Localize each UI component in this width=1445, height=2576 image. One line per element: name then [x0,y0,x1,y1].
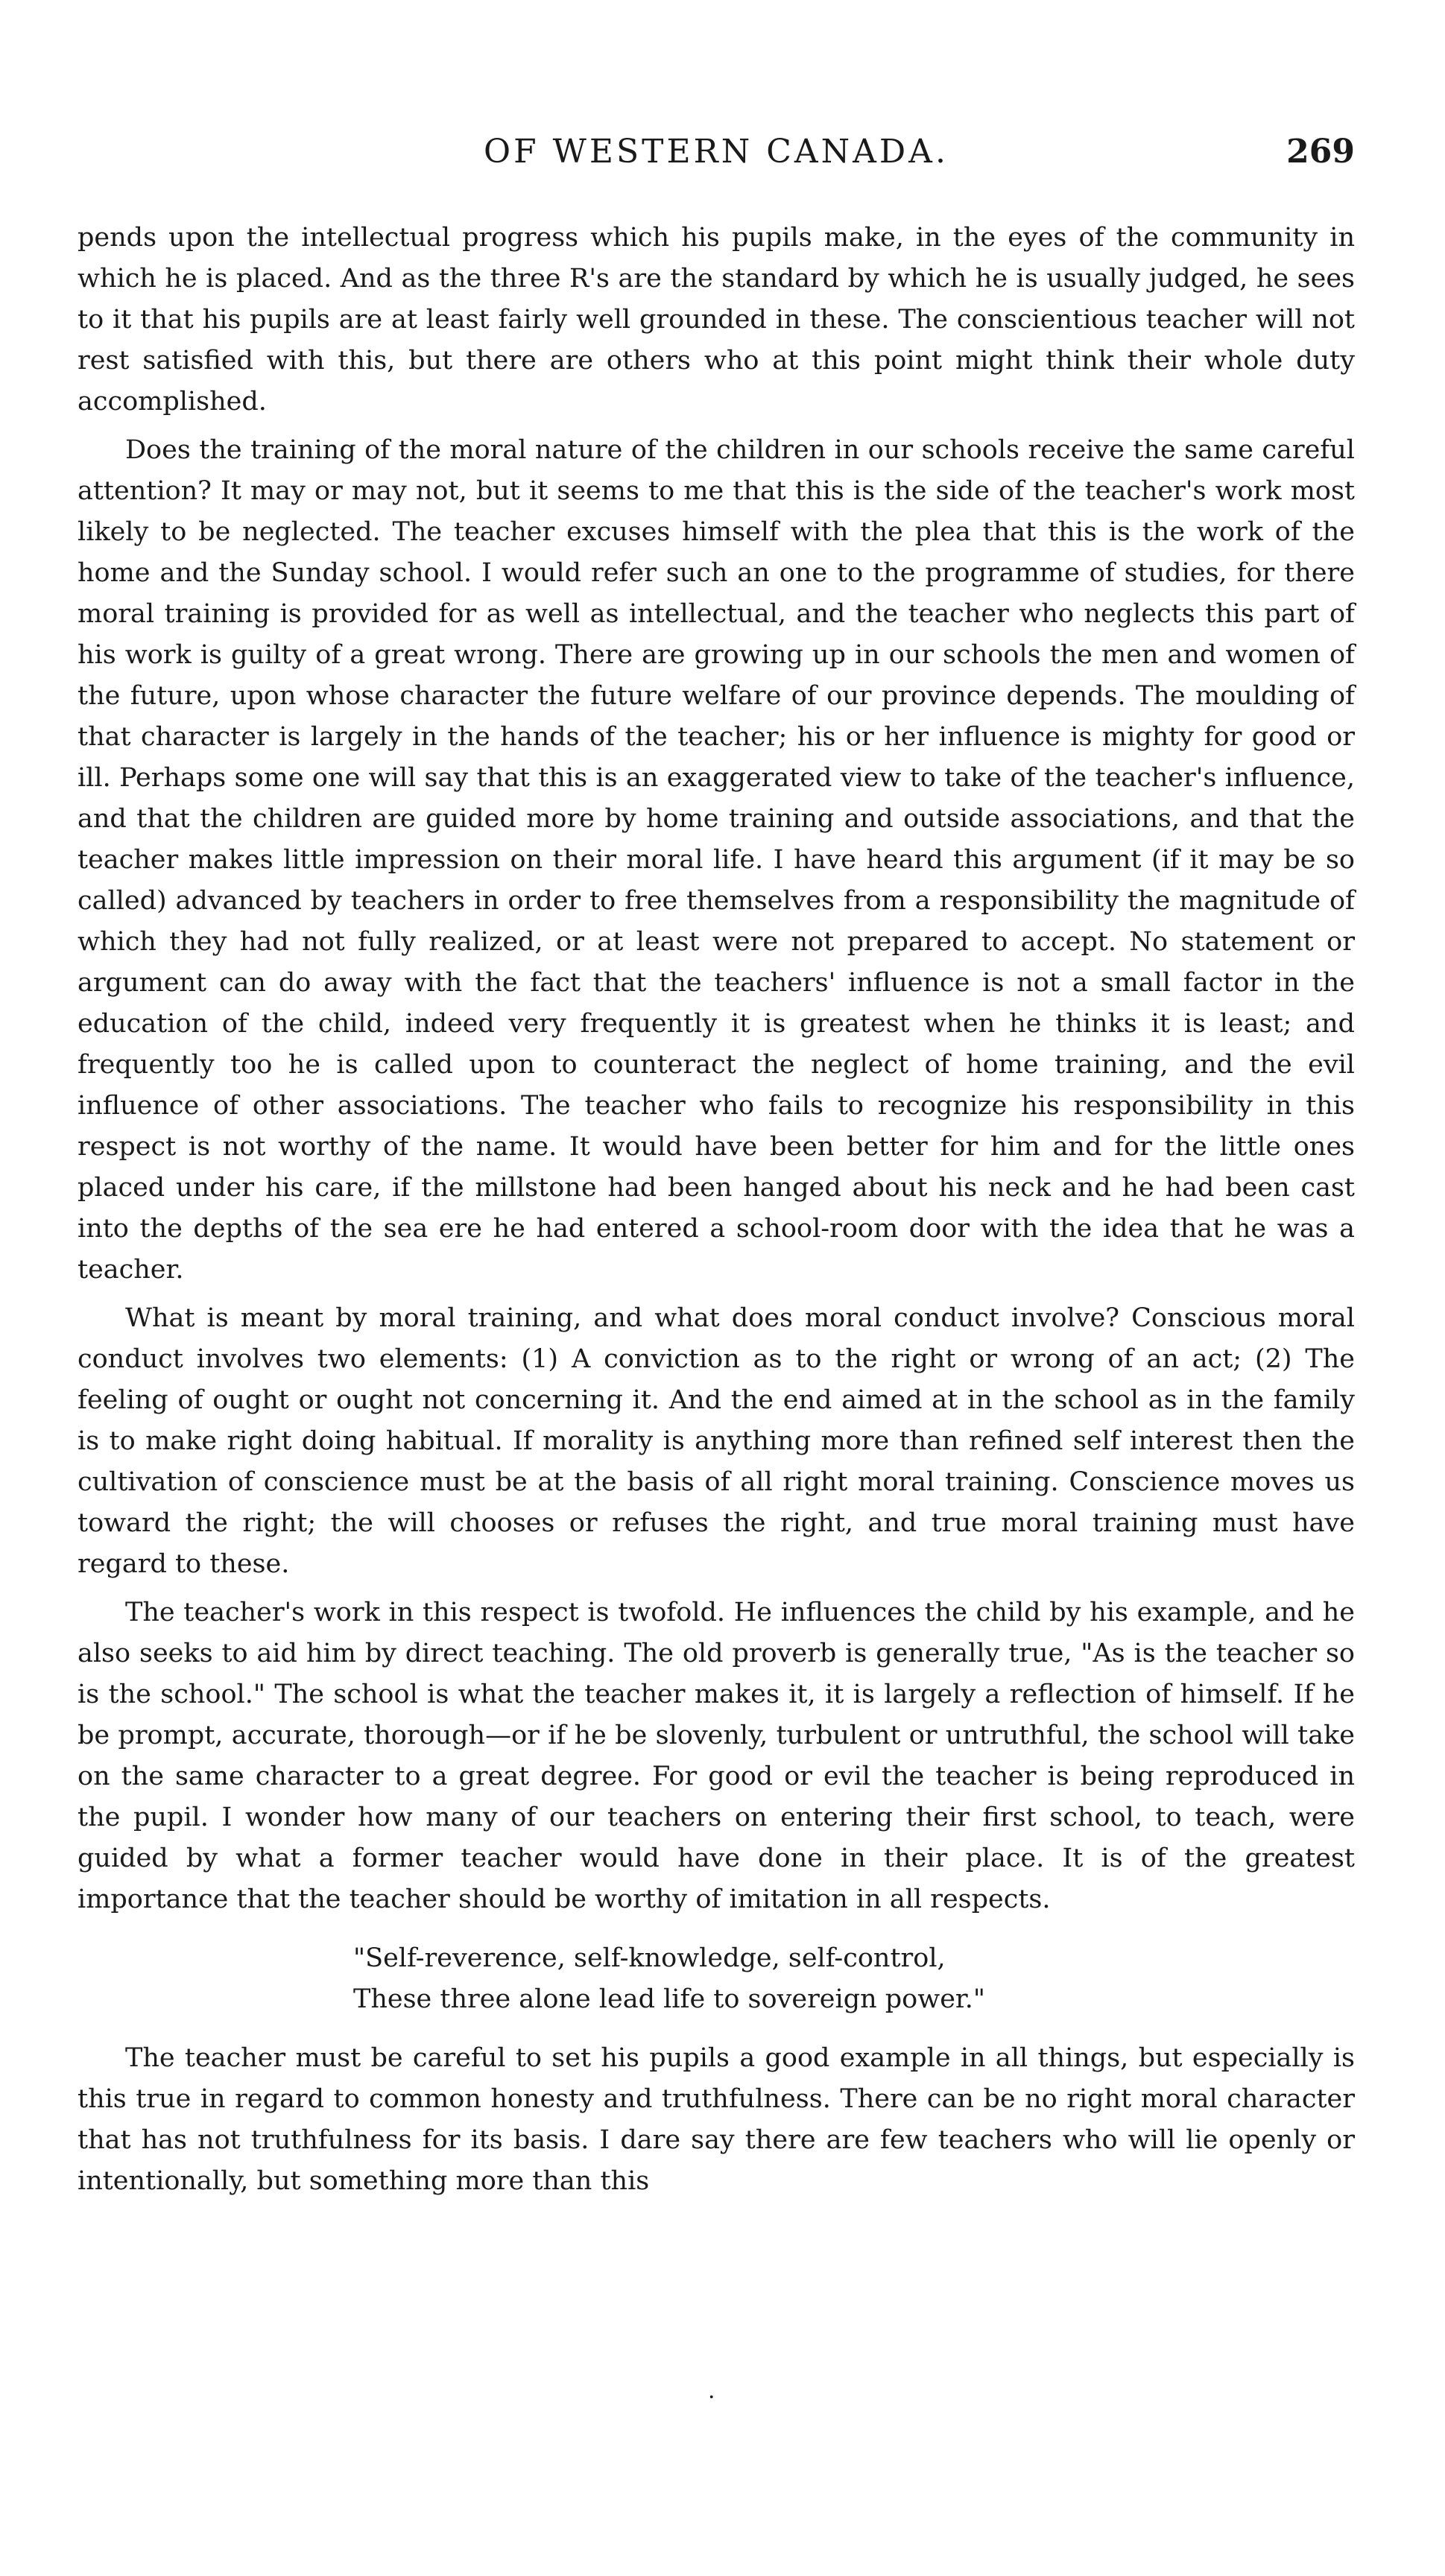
block-quote [78,1938,1355,2020]
paragraph-example: The teacher must be careful to set his pupils a good example in all things, but especially is this true in regard to common honesty and truthfulness. There can be no right moral character that has not truthfulness for its basis. I dare say there are few teachers who will lie openly or intentionally, but something more than this [78,2043,1355,2196]
paragraph-moral-training: Does the training of the moral nature of the children in our schools receive the same careful attention? It may or may not, but it seems to me that this is the side of the teacher's work most likely to be neglected. The teacher excuses himself with the plea that this is the work of the home and the Sunday school. I would refer such an one to the programme of studies, for there moral training is provided for as well as intellectual, and the teacher who neglects this part of his work is guilty of a great wrong. There are growing up in our schools the men and women of the future, upon whose character the future welfare of our province depends. The moulding of that character is largely in the hands of the teacher; his or her influence is mighty for good or ill. Perhaps some one will say that this is an exaggerated view to take of the teacher's influence, and that the children are guided more by home training and outside associations, and that the teacher makes little impression on their moral life. I have heard this argument (if it may be so called) advanced by teachers in order to free themselves from a responsibility the magnitude of which they had not fully realized, or at least were not prepared to accept. No statement or argument can do away with the fact that the teachers' influence is not a small factor in the education of the child, indeed very frequently it is greatest when he thinks it is least; and frequently too he is called upon to counteract the neglect of home training, and the evil influence of other associations. The teacher who fails to recognize his responsibility in this respect is not worthy of the name. It would have been better for him and for the little ones placed under his care, if the millstone had been hanged about his neck and he had been cast into the depths of the sea ere he had entered a school-room door with the idea that he was a teacher. [78,435,1355,1285]
page-header [78,133,1355,177]
running-title: OF WESTERN CANADA. [484,133,949,171]
paragraph-teachers-work: The teacher's work in this respect is twofold. He influences the child by his example, and he also seeks to aid him by direct teaching. The old proverb is generally true, "As is the teacher so is the school." The school is what the teacher makes it, it is largely a reflection of himself. If he be prompt, accurate, thorough—or if he be slovenly, turbulent or untruthful, the school will take on the same character to a great degree. For good or evil the teacher is being reproduced in the pupil. I wonder how many of our teachers on entering their first school, to teach, were guided by what a former teacher would have done in their place. It is of the greatest importance that the teacher should be worthy of imitation in all respects. [78,1598,1355,1914]
quote-line-1: "Self-reverence, self-knowledge, self-control, [353,1943,946,1973]
quote-line-2: These three alone lead life to sovereign power." [353,1984,986,2014]
footer-mark: · [708,2384,715,2411]
body-text [78,218,1355,2209]
page-number: 269 [1286,133,1355,171]
paragraph-moral-conduct: What is meant by moral training, and what does moral conduct involve? Conscious moral conduct involves two elements: (1) A conviction as to the right or wrong of an act; (2) The feeling of ought or ought not concerning it. And the end aimed at in the school as in the family is to make right doing habitual. If morality is anything more than refined self interest then the cultivation of conscience must be at the basis of all right moral training. Conscience moves us toward the right; the will chooses or refuses the right, and true moral training must have regard to these. [78,1303,1355,1579]
paragraph-continuation: pends upon the intellectual progress which his pupils make, in the eyes of the community in which he is placed. And as the three R's are the standard by which he is usually judged, he sees to it that his pupils are at least fairly well grounded in these. The conscientious teacher will not rest satisfied with this, but there are others who at this point might think their whole duty accomplished. [78,223,1355,417]
